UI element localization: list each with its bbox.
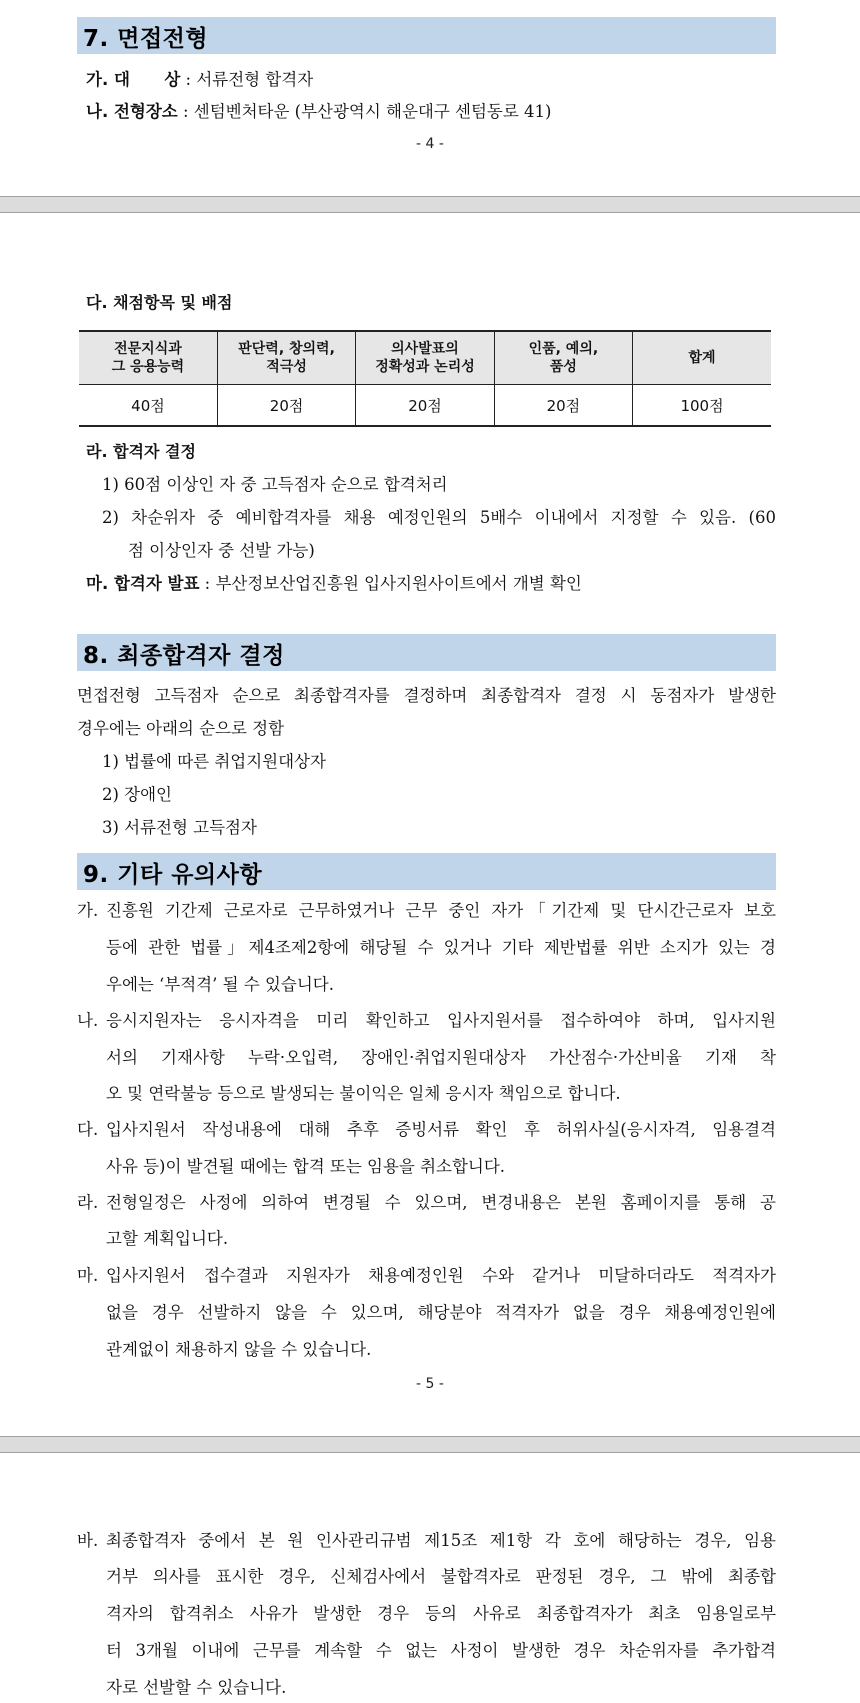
venue-label: 나. 전형장소 [86, 102, 178, 121]
notice-c-line-2: 사유 등)이 발견될 때에는 합격 또는 임용을 취소합니다. [106, 1157, 506, 1176]
notice-b-line-3: 오 및 연락불능 등으로 발생되는 불이익은 일체 응시자 책임으로 합니다. [106, 1084, 621, 1103]
target-label: 가. 대 상 [86, 70, 181, 89]
announcement-row [86, 573, 582, 595]
header-cell-total: 합계 [633, 331, 771, 385]
notice-f-line-3: 격자의 합격취소 사유가 발생한 경우 등의 사유로 최종합격자가 최초 임용일로부 [106, 1604, 776, 1623]
score-cell: 20점 [494, 385, 632, 427]
notice-a-line-2: 등에 관한 법률」제4조제2항에 해당될 수 있거나 기타 제반법률 위반 소지가 있는 경 [106, 938, 776, 957]
score-cell-total: 100점 [633, 385, 771, 427]
venue-value: : 센텀벤처타운 (부산광역시 해운대구 센텀동로 41) [182, 102, 552, 121]
venue-row [86, 101, 551, 123]
notice-d-marker: 라. [77, 1193, 99, 1212]
section-9-heading: 9. 기타 유의사항 [83, 862, 263, 888]
section-7-heading-bar [77, 17, 776, 54]
target-value: : 서류전형 합격자 [185, 70, 314, 89]
notice-f-line-4: 터 3개월 이내에 근무를 계속할 수 없는 사정이 발생한 경우 차순위자를 추가합격 [106, 1641, 776, 1660]
score-cell: 40점 [79, 385, 217, 427]
notice-b-marker: 나. [77, 1011, 99, 1030]
page-number-5: - 5 - [416, 1376, 444, 1392]
notice-a-marker: 가. [77, 901, 99, 920]
notice-a-line-3: 우에는 ‘부적격’ 될 수 있습니다. [106, 975, 334, 994]
header-cell-knowledge: 전문지식과 그 응용능력 [79, 331, 217, 385]
notice-f-marker: 바. [77, 1531, 99, 1550]
notice-c-line-1: 입사지원서 작성내용에 대해 추후 증빙서류 확인 후 허위사실(응시자격, 임용결격 [106, 1120, 776, 1139]
notice-d-line-2: 고할 계획입니다. [106, 1229, 229, 1248]
header-cell-judgment: 판단력, 창의력, 적극성 [217, 331, 355, 385]
section-9-heading-bar [77, 853, 776, 890]
page-separator [0, 1436, 860, 1453]
section-8-heading: 8. 최종합격자 결정 [83, 643, 285, 669]
notice-a-line-1: 진흥원 기간제 근로자로 근무하였거나 근무 중인 자가「기간제 및 단시간근로자 보호 [106, 901, 776, 920]
decision-title: 라. 합격자 결정 [86, 442, 196, 461]
section-8-paragraph-line-2: 경우에는 아래의 순으로 정함 [77, 719, 285, 738]
notice-e-line-3: 관계없이 채용하지 않을 수 있습니다. [106, 1340, 372, 1359]
score-cell: 20점 [217, 385, 355, 427]
scoring-title: 다. 채점항목 및 배점 [86, 293, 233, 312]
page-number-4: - 4 - [416, 136, 444, 152]
scoring-table-header-row [79, 331, 771, 385]
section-8-item-3: 3) 서류전형 고득점자 [102, 818, 257, 837]
score-cell: 20점 [356, 385, 494, 427]
notice-e-line-1: 입사지원서 접수결과 지원자가 채용예정인원 수와 같거나 미달하더라도 적격자가 [106, 1266, 776, 1285]
header-cell-presentation: 의사발표의 정확성과 논리성 [356, 331, 494, 385]
scoring-table [79, 330, 771, 427]
notice-d-line-1: 전형일정은 사정에 의하여 변경될 수 있으며, 변경내용은 본원 홈페이지를 통해 공 [106, 1193, 776, 1212]
notice-e-marker: 마. [77, 1266, 99, 1285]
page-separator [0, 196, 860, 213]
notice-b-line-2: 서의 기재사항 누락·오입력, 장애인·취업지원대상자 가산점수·가산비율 기재 착 [106, 1048, 776, 1067]
header-cell-character: 인품, 예의, 품성 [494, 331, 632, 385]
notice-c-marker: 다. [77, 1120, 99, 1139]
decision-item-2-cont: 점 이상인자 중 선발 가능) [128, 541, 315, 560]
decision-item-2: 2) 차순위자 중 예비합격자를 채용 예정인원의 5배수 이내에서 지정할 수 있음. (60 [102, 508, 776, 527]
section-8-paragraph-line-1: 면접전형 고득점자 순으로 최종합격자를 결정하며 최종합격자 결정 시 동점자가 발생한 [77, 686, 776, 705]
notice-e-line-2: 없을 경우 선발하지 않을 수 있으며, 해당분야 적격자가 없을 경우 채용예정인원에 [106, 1303, 776, 1322]
target-row [86, 69, 313, 91]
notice-f-line-5: 자로 선발할 수 있습니다. [106, 1678, 287, 1697]
notice-f-line-1: 최종합격자 중에서 본 원 인사관리규범 제15조 제1항 각 호에 해당하는 경우, 임용 [106, 1531, 776, 1550]
announcement-label: 마. 합격자 발표 [86, 574, 200, 593]
notice-f-line-2: 거부 의사를 표시한 경우, 신체검사에서 불합격자로 판정된 경우, 그 밖에 최종합 [106, 1567, 776, 1586]
announcement-value: : 부산정보산업진흥원 입사지원사이트에서 개별 확인 [204, 574, 582, 593]
table-row [79, 385, 771, 427]
section-8-heading-bar [77, 634, 776, 671]
section-8-item-1: 1) 법률에 따른 취업지원대상자 [102, 752, 326, 771]
decision-item-1: 1) 60점 이상인 자 중 고득점자 순으로 합격처리 [102, 475, 448, 494]
notice-b-line-1: 응시지원자는 응시자격을 미리 확인하고 입사지원서를 접수하여야 하며, 입사지원 [106, 1011, 776, 1030]
section-8-item-2: 2) 장애인 [102, 785, 172, 804]
section-7-heading: 7. 면접전형 [83, 26, 209, 52]
